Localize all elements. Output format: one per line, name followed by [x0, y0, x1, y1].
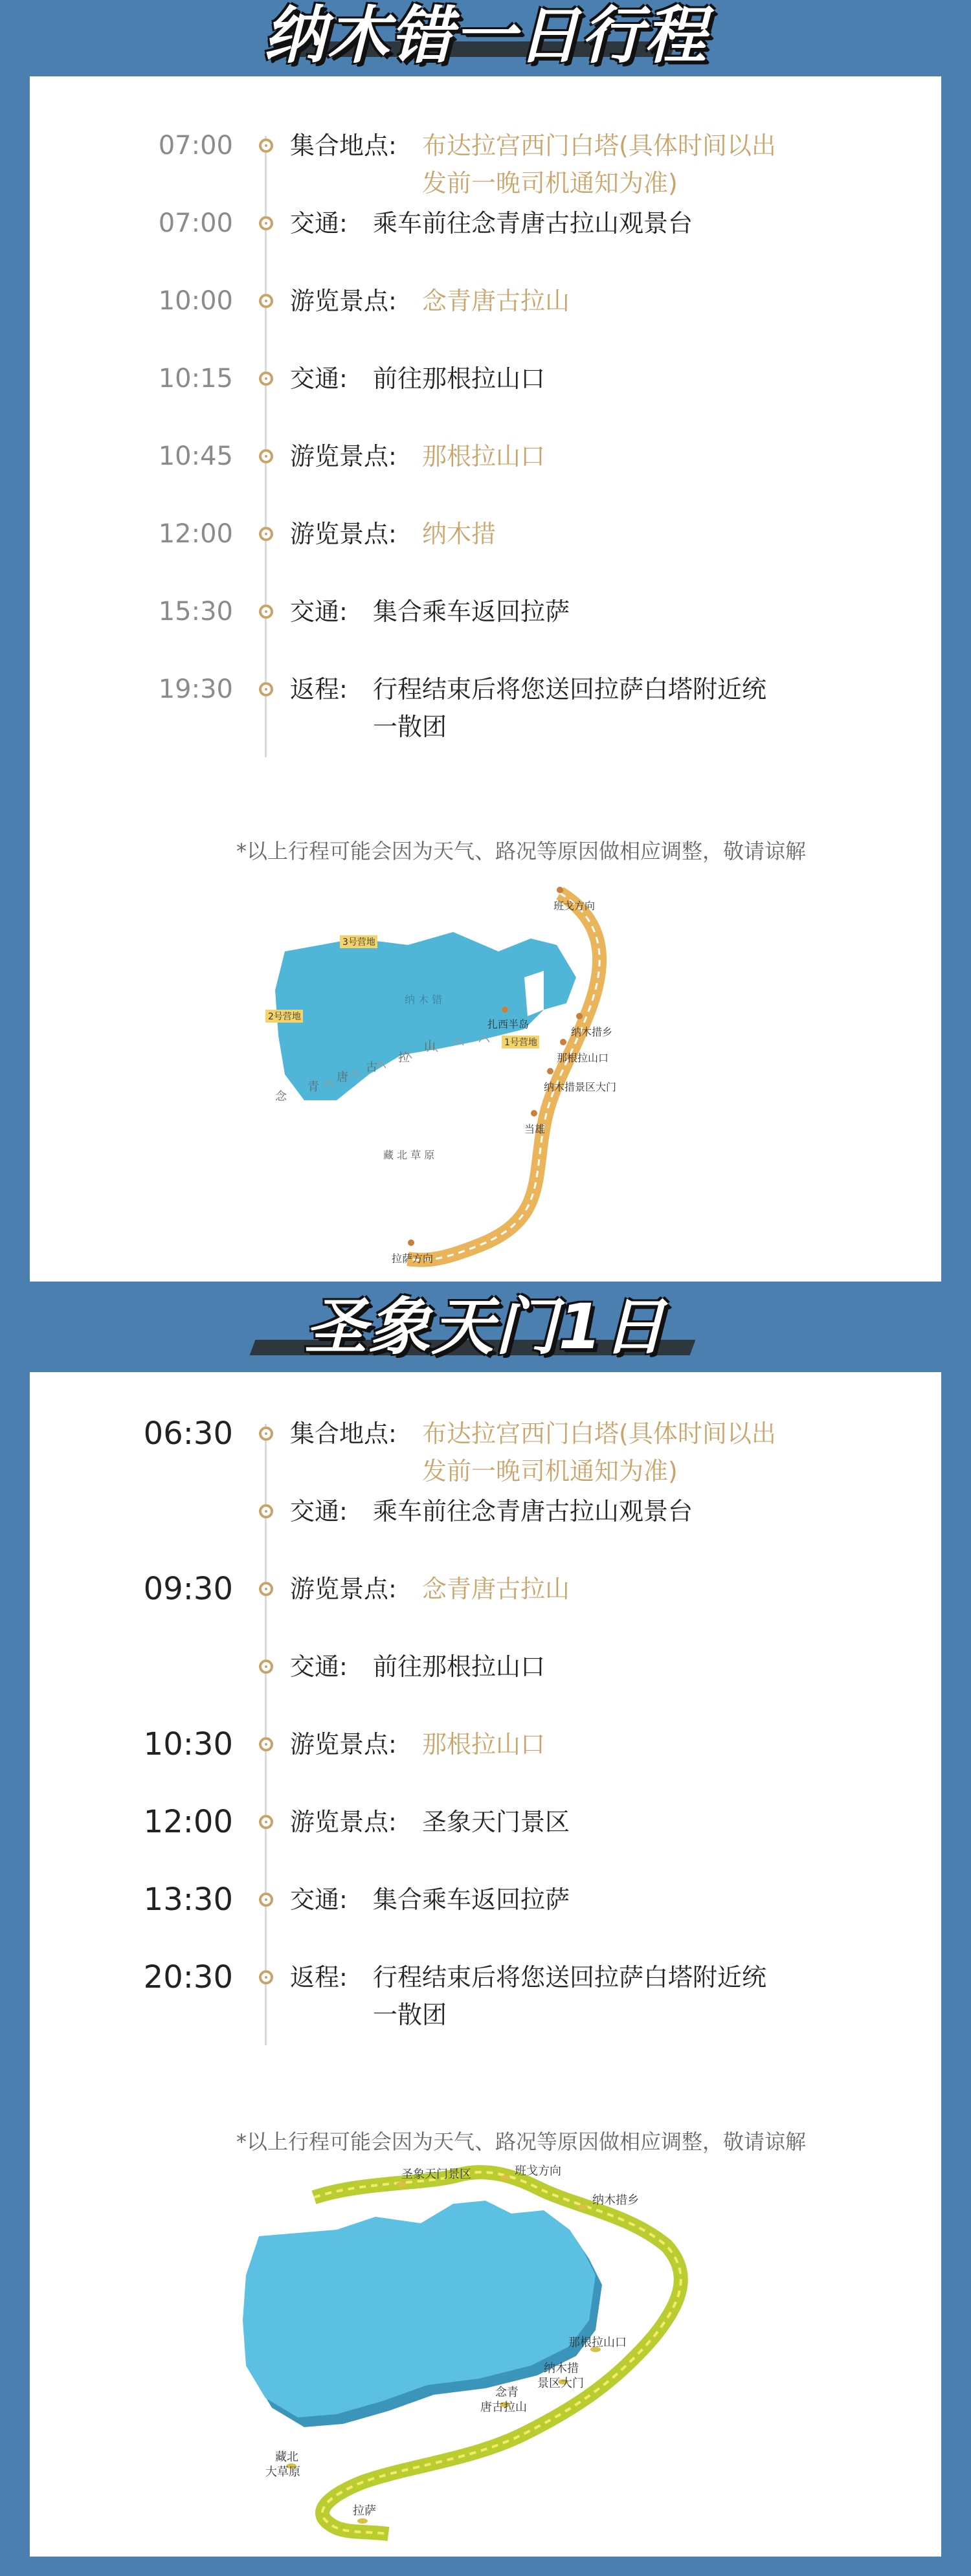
camp2-label: 2号营地	[268, 1012, 301, 1022]
item-label: 集合地点:	[290, 1419, 397, 1448]
timeline-dot-icon	[259, 1970, 273, 1984]
map2-label-nq1: 念青	[495, 2386, 519, 2399]
item-label: 游览景点:	[290, 1730, 397, 1759]
grassland-label-1: 藏 北 草 原	[383, 1149, 435, 1161]
item-label: 返程:	[290, 1963, 348, 1992]
timeline-dot-icon	[259, 682, 273, 696]
mountain-char-1: 念	[275, 1090, 287, 1104]
time-label: 10:45	[158, 441, 233, 471]
timeline-row	[0, 207, 971, 246]
item-value: 行程结束后将您送回拉萨白塔附近统	[373, 1963, 767, 1992]
timeline-dot-icon	[259, 1815, 273, 1829]
item-value: 念青唐古拉山	[422, 287, 570, 315]
timeline-dot-icon	[259, 1737, 273, 1751]
time-label: 19:30	[158, 674, 233, 704]
item-label: 交通:	[290, 209, 348, 238]
map2-label-gate2: 景区大门	[537, 2377, 584, 2390]
map2-label-gate1: 纳木措	[544, 2362, 579, 2375]
timeline-row	[0, 518, 971, 557]
time-label: 10:15	[158, 364, 233, 394]
time-label: 10:00	[158, 286, 233, 316]
timeline-dot-icon	[259, 449, 273, 463]
place-label-2: 那根拉山口	[557, 1052, 609, 1064]
item-label: 游览景点:	[290, 287, 397, 315]
map2-label-nq2: 唐古拉山	[480, 2401, 527, 2414]
time-label: 20:30	[143, 1959, 233, 1995]
section-title-1: 纳木错一日行程	[263, 0, 708, 72]
time-label: 07:00	[158, 131, 233, 161]
item-value: 前往那根拉山口	[373, 1652, 546, 1681]
item-label: 集合地点:	[290, 131, 397, 160]
title-wrap-2	[0, 1291, 971, 1362]
disclaimer-note-1: *以上行程可能会因为天气、路况等原因做相应调整，敬请谅解	[236, 839, 806, 863]
top-direction-1: 班戈方向	[553, 900, 596, 912]
map2-label-cb1: 藏北	[275, 2450, 298, 2464]
time-label: 15:30	[158, 597, 233, 627]
timeline-dot-icon	[259, 1504, 273, 1518]
item-value: 行程结束后将您送回拉萨白塔附近统	[373, 675, 767, 704]
timeline-row	[0, 595, 971, 634]
timeline-row	[0, 1728, 971, 1767]
mountain-char-5: 拉	[398, 1051, 410, 1065]
item-value: 那根拉山口	[422, 442, 546, 471]
mountain-char-3: 唐	[337, 1071, 348, 1084]
mountain-char-4: 古	[366, 1061, 377, 1074]
camp1-label: 1号营地	[504, 1038, 537, 1048]
timeline-dot-icon	[259, 294, 273, 308]
timeline-dot-icon	[259, 1582, 273, 1596]
item-label: 交通:	[290, 364, 348, 393]
item-value: 乘车前往念青唐古拉山观景台	[373, 209, 693, 238]
map2-label-cb2: 大草原	[265, 2465, 300, 2479]
timeline-row	[0, 285, 971, 324]
timeline-dot-icon	[259, 1427, 273, 1441]
timeline-row	[0, 1806, 971, 1845]
map2-label-ngl: 那根拉山口	[568, 2336, 627, 2349]
item-value-continued: 发前一晚司机通知为准)	[422, 1457, 678, 1485]
time-label: 06:30	[143, 1416, 233, 1452]
item-label: 交通:	[290, 1885, 348, 1914]
item-value: 布达拉宫西门白塔(具体时间以出	[422, 1419, 776, 1448]
map2-label-nmcx: 纳木措乡	[592, 2193, 639, 2207]
timeline-row	[0, 1573, 971, 1612]
mountain-char-2: 青	[307, 1080, 319, 1094]
timeline-dot-icon	[259, 1660, 273, 1674]
time-label: 10:30	[143, 1726, 233, 1762]
item-value: 念青唐古拉山	[422, 1575, 570, 1603]
item-value-continued: 一散团	[373, 2001, 447, 2029]
place-label-4: 当雄	[524, 1123, 546, 1135]
time-label: 13:30	[143, 1882, 233, 1918]
place-label-3: 纳木措景区大门	[544, 1081, 617, 1093]
timeline-dot-icon	[259, 216, 273, 230]
timeline-dot-icon	[259, 605, 273, 619]
time-label: 09:30	[143, 1571, 233, 1607]
time-label: 07:00	[158, 208, 233, 238]
timeline-row	[0, 362, 971, 401]
timeline-row	[0, 1883, 971, 1922]
place-label-1: 纳木措乡	[571, 1026, 613, 1038]
title-wrap-1	[0, 0, 971, 71]
item-label: 游览景点:	[290, 1808, 397, 1836]
item-label: 游览景点:	[290, 1575, 397, 1603]
timeline-row	[0, 1495, 971, 1534]
item-value: 前往那根拉山口	[373, 364, 546, 393]
item-value-continued: 发前一晚司机通知为准)	[422, 169, 678, 197]
disclaimer-note-2: *以上行程可能会因为天气、路况等原因做相应调整，敬请谅解	[236, 2129, 806, 2154]
peninsula-label: 扎西半岛	[487, 1018, 530, 1030]
bottom-direction-1: 拉萨方向	[392, 1252, 434, 1265]
route-map-2	[214, 2162, 796, 2550]
timeline-dot-icon	[259, 1893, 273, 1907]
timeline-row	[0, 440, 971, 479]
item-label: 交通:	[290, 597, 348, 626]
item-value-continued: 一散团	[373, 713, 447, 741]
map2-label-bg: 班戈方向	[515, 2164, 561, 2178]
mountain-char-6: 山	[424, 1039, 436, 1053]
item-value: 集合乘车返回拉萨	[373, 1885, 570, 1914]
item-value: 布达拉宫西门白塔(具体时间以出	[422, 131, 776, 160]
item-label: 游览景点:	[290, 520, 397, 548]
route-map-1	[240, 880, 835, 1282]
lake-name-1: 纳 木 错	[405, 994, 443, 1006]
item-value: 纳木措	[422, 520, 497, 548]
timeline-row	[0, 129, 971, 197]
timeline-row	[0, 1959, 971, 2029]
section-title-2: 圣象天门1日	[304, 1291, 667, 1363]
item-label: 交通:	[290, 1652, 348, 1681]
map2-label-ls: 拉萨	[353, 2504, 376, 2518]
item-value: 那根拉山口	[422, 1730, 546, 1759]
time-label: 12:00	[158, 519, 233, 549]
time-label: 12:00	[143, 1804, 233, 1840]
item-value: 集合乘车返回拉萨	[373, 597, 570, 626]
item-label: 游览景点:	[290, 442, 397, 471]
camp3-label: 3号营地	[342, 937, 375, 948]
timeline-row	[0, 1650, 971, 1689]
timeline-dot-icon	[259, 527, 273, 541]
item-label: 交通:	[290, 1497, 348, 1526]
item-label: 返程:	[290, 675, 348, 704]
timeline-dot-icon	[259, 139, 273, 153]
map2-label-sxtm: 圣象天门景区	[401, 2168, 471, 2181]
lake-shape-1	[275, 932, 576, 1100]
item-value: 乘车前往念青唐古拉山观景台	[373, 1497, 693, 1526]
timeline-dot-icon	[259, 372, 273, 386]
item-value: 圣象天门景区	[422, 1808, 570, 1836]
timeline-row	[0, 673, 971, 741]
timeline-row	[0, 1416, 971, 1485]
